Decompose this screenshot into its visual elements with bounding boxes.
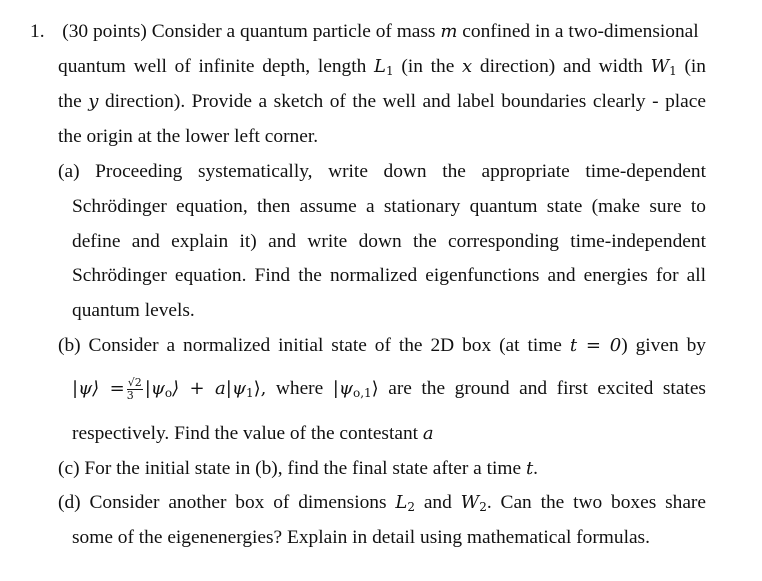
problem-points: (30 points) (62, 21, 147, 42)
time-equation: t = 0 (569, 335, 622, 356)
fraction-denominator: 3 (126, 389, 134, 403)
part-c-text: For the initial state in (b), find the final state after a time (84, 458, 522, 479)
intro-text: direction) and width (479, 56, 643, 77)
intro-text: confined in a two-dimensional (462, 21, 699, 42)
subscript: o (164, 386, 173, 400)
fraction-numerator: √2 (127, 376, 142, 390)
period: . (533, 458, 539, 479)
part-a-line-5: quantum levels. (72, 300, 195, 321)
intro-text: quantum well of infinite depth, length (58, 56, 367, 77)
part-b-text: are the ground and first excited states (388, 378, 706, 399)
width-letter: W (650, 56, 670, 77)
part-d-label: (d) (58, 492, 81, 513)
part-b-text: respectively. Find the value of the contestant (72, 423, 419, 444)
length-letter: L (395, 492, 408, 513)
part-a-label: (a) (58, 161, 80, 182)
part-d-line-2: some of the eigenenergies? Explain in detail using mathematical formulas. (72, 527, 650, 548)
width-symbol (651, 56, 677, 77)
part-d-text: . Can the two boxes share (486, 492, 706, 513)
initial-state-formula (72, 376, 267, 403)
part-b-text: Consider a normalized initial state of the 2D box (at time (88, 335, 562, 356)
part-a-line-1 (58, 160, 706, 184)
ket-psi: |ψ (332, 378, 353, 399)
part-b-line-3 (72, 422, 434, 446)
part-c-label: (c) (58, 458, 80, 479)
intro-text: the (58, 91, 82, 112)
length2-symbol (395, 492, 415, 513)
problem-number: 1. (30, 21, 45, 42)
intro-text: (in the (401, 56, 455, 77)
intro-line-1 (30, 20, 706, 44)
intro-line-2 (58, 55, 706, 83)
length-symbol (374, 56, 394, 77)
subscript: 1 (245, 386, 254, 400)
plus-a-ket: ⟩ + a|ψ (172, 378, 246, 399)
y-symbol: y (88, 91, 99, 112)
part-a-line-4: Schrödinger equation. Find the normalized eigenfunctions and energies for all (72, 265, 706, 286)
intro-text: (in (684, 56, 706, 77)
part-b-line-1 (58, 334, 706, 358)
part-d-text: Consider another box of dimensions (89, 492, 387, 513)
subscript: 1 (669, 64, 677, 78)
part-c-line (58, 457, 538, 481)
subscript: 1 (386, 64, 394, 78)
mass-symbol: m (440, 21, 458, 42)
part-a-text: Proceeding systematically, write down the appropriate time-dependent (95, 161, 706, 182)
subscript: o,1 (352, 386, 372, 400)
length-letter: L (374, 56, 386, 77)
t-symbol: t (525, 458, 534, 479)
intro-text: direction). Provide a sketch of the well and label boundaries clearly - place (104, 91, 706, 112)
intro-line-3 (58, 90, 706, 114)
part-b-label: (b) (58, 335, 81, 356)
subscript: 2 (479, 500, 487, 514)
part-d-line-1 (58, 491, 706, 519)
width2-symbol (461, 492, 487, 513)
ket-psi: |ψ⟩ = (72, 378, 125, 399)
ket-psi0: |ψ (144, 378, 165, 399)
ket-o1 (333, 378, 379, 399)
part-b-line-2 (72, 377, 706, 405)
part-a-line-2: Schrödinger equation, then assume a stationary quantum state (make sure to (72, 196, 706, 217)
width-letter: W (460, 492, 480, 513)
a-symbol: a (422, 423, 434, 444)
part-b-text: where (275, 378, 324, 399)
sqrt2-over-3-fraction (127, 377, 143, 402)
part-a-line-3: define and explain it) and write down the corresponding time-independent (72, 231, 706, 252)
ket-close: ⟩ (371, 378, 379, 399)
intro-line-4: the origin at the lower left corner. (58, 126, 319, 147)
intro-text: Consider a quantum particle of mass (151, 21, 436, 42)
part-b-text: ) given by (621, 335, 706, 356)
ket-close: ⟩, (253, 378, 267, 399)
part-d-text: and (423, 492, 452, 513)
subscript: 2 (407, 500, 415, 514)
x-symbol: x (462, 56, 473, 77)
